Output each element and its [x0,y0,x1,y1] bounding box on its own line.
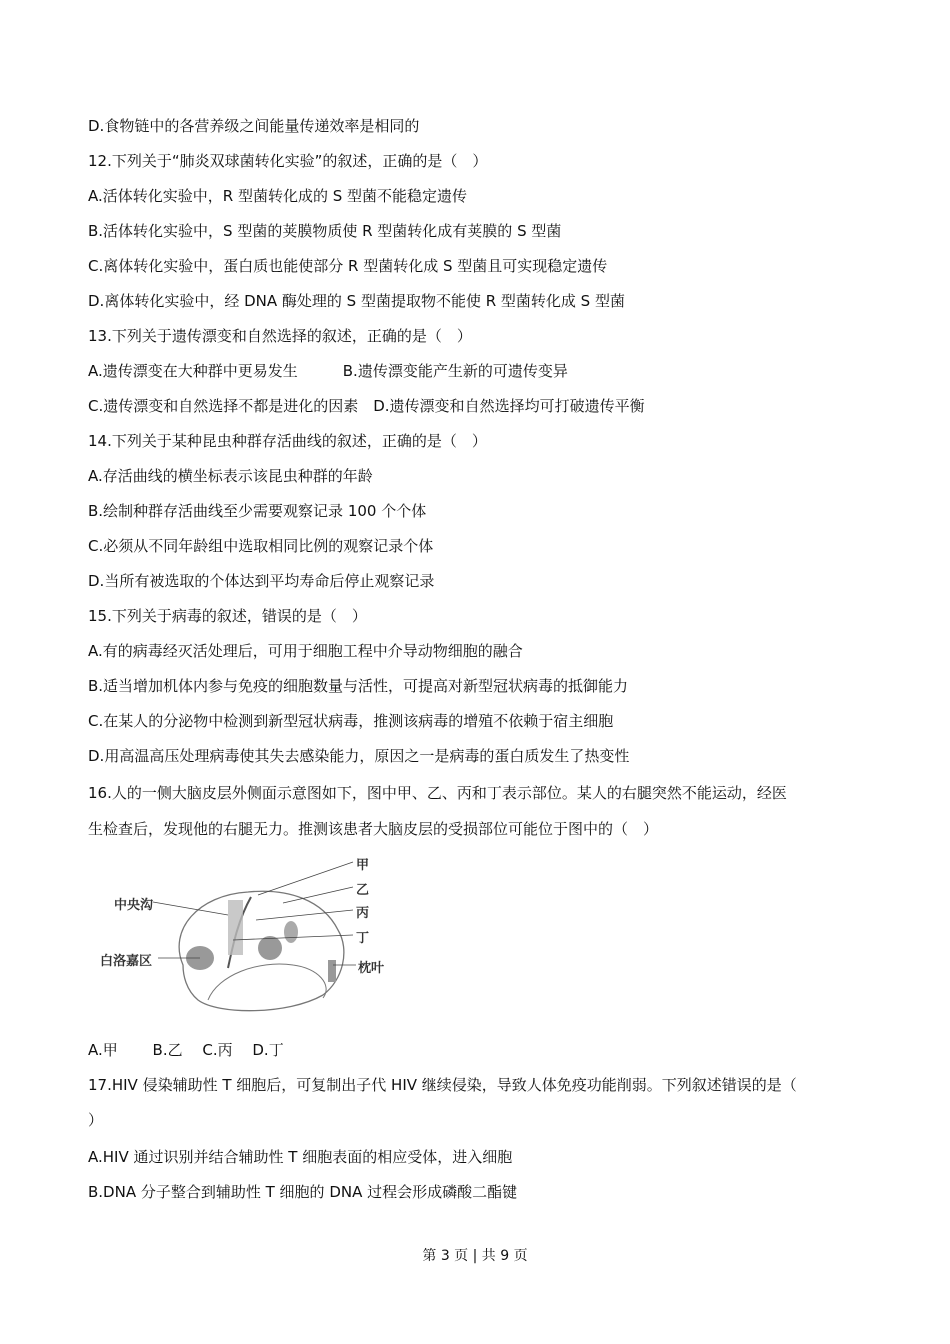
question-12: 12.下列关于“肺炎双球菌转化实验”的叙述，正确的是（ ） [88,152,488,170]
label-yi: 乙 [356,883,370,898]
option-line: C.必须从不同年龄组中选取相同比例的观察记录个体 [88,537,434,555]
label-occipital-lobe: 枕叶 [358,961,385,976]
brain-diagram [88,850,388,1020]
option-line: A.遗传漂变在大种群中更易发生 B.遗传漂变能产生新的可遗传变异 [88,362,568,380]
question-14: 14.下列关于某种昆虫种群存活曲线的叙述，正确的是（ ） [88,432,487,450]
label-central-sulcus: 中央沟 [114,898,154,913]
option-line: A.存活曲线的横坐标表示该昆虫种群的年龄 [88,467,373,485]
brain-illustration [88,850,388,1020]
option-line: D.用高温高压处理病毒使其失去感染能力，原因之一是病毒的蛋白质发生了热变性 [88,747,630,765]
question-15: 15.下列关于病毒的叙述，错误的是（ ） [88,607,367,625]
option-line: A.HIV 通过识别并结合辅助性 T 细胞表面的相应受体，进入细胞 [88,1148,513,1166]
question-17: 17.HIV 侵染辅助性 T 细胞后，可复制出子代 HIV 继续侵染，导致人体免疫功能削弱。下列叙述错误的是（ [88,1076,797,1094]
question-13: 13.下列关于遗传漂变和自然选择的叙述，正确的是（ ） [88,327,472,345]
label-jia: 甲 [356,858,370,873]
option-line: C.遗传漂变和自然选择不都是进化的因素 D.遗传漂变和自然选择均可打破遗传平衡 [88,397,645,415]
option-line: D.当所有被选取的个体达到平均寿命后停止观察记录 [88,572,435,590]
option-line: C.在某人的分泌物中检测到新型冠状病毒，推测该病毒的增殖不依赖于宿主细胞 [88,712,614,730]
question-17-cont: ） [88,1111,104,1129]
option-line: B.活体转化实验中，S 型菌的荚膜物质使 R 型菌转化成有荚膜的 S 型菌 [88,222,562,240]
option-line: C.离体转化实验中，蛋白质也能使部分 R 型菌转化成 S 型菌且可实现稳定遗传 [88,257,608,275]
page-footer: 第 3 页 | 共 9 页 [422,1248,528,1264]
option-line: B.适当增加机体内参与免疫的细胞数量与活性，可提高对新型冠状病毒的抵御能力 [88,677,629,695]
label-broca-area: 白洛嘉区 [100,954,153,969]
options-16: A.甲 B.乙 C.丙 D.丁 [88,1041,284,1059]
question-16-cont: 生检查后，发现他的右腿无力。推测该患者大脑皮层的受损部位可能位于图中的（ ） [88,820,659,838]
option-line: A.有的病毒经灭活处理后，可用于细胞工程中介导动物细胞的融合 [88,642,523,660]
option-line: A.活体转化实验中，R 型菌转化成的 S 型菌不能稳定遗传 [88,187,468,205]
label-ding: 丁 [356,931,370,946]
label-bing: 丙 [356,906,370,921]
option-line: D.离体转化实验中，经 DNA 酶处理的 S 型菌提取物不能使 R 型菌转化成 S 型菌 [88,292,625,310]
option-line: B.DNA 分子整合到辅助性 T 细胞的 DNA 过程会形成磷酸二酯键 [88,1183,518,1201]
question-16: 16.人的一侧大脑皮层外侧面示意图如下，图中甲、乙、丙和丁表示部位。某人的右腿突然不能运动，经医 [88,784,787,802]
text-line: D.食物链中的各营养级之间能量传递效率是相同的 [88,117,420,135]
option-line: B.绘制种群存活曲线至少需要观察记录 100 个个体 [88,502,427,520]
